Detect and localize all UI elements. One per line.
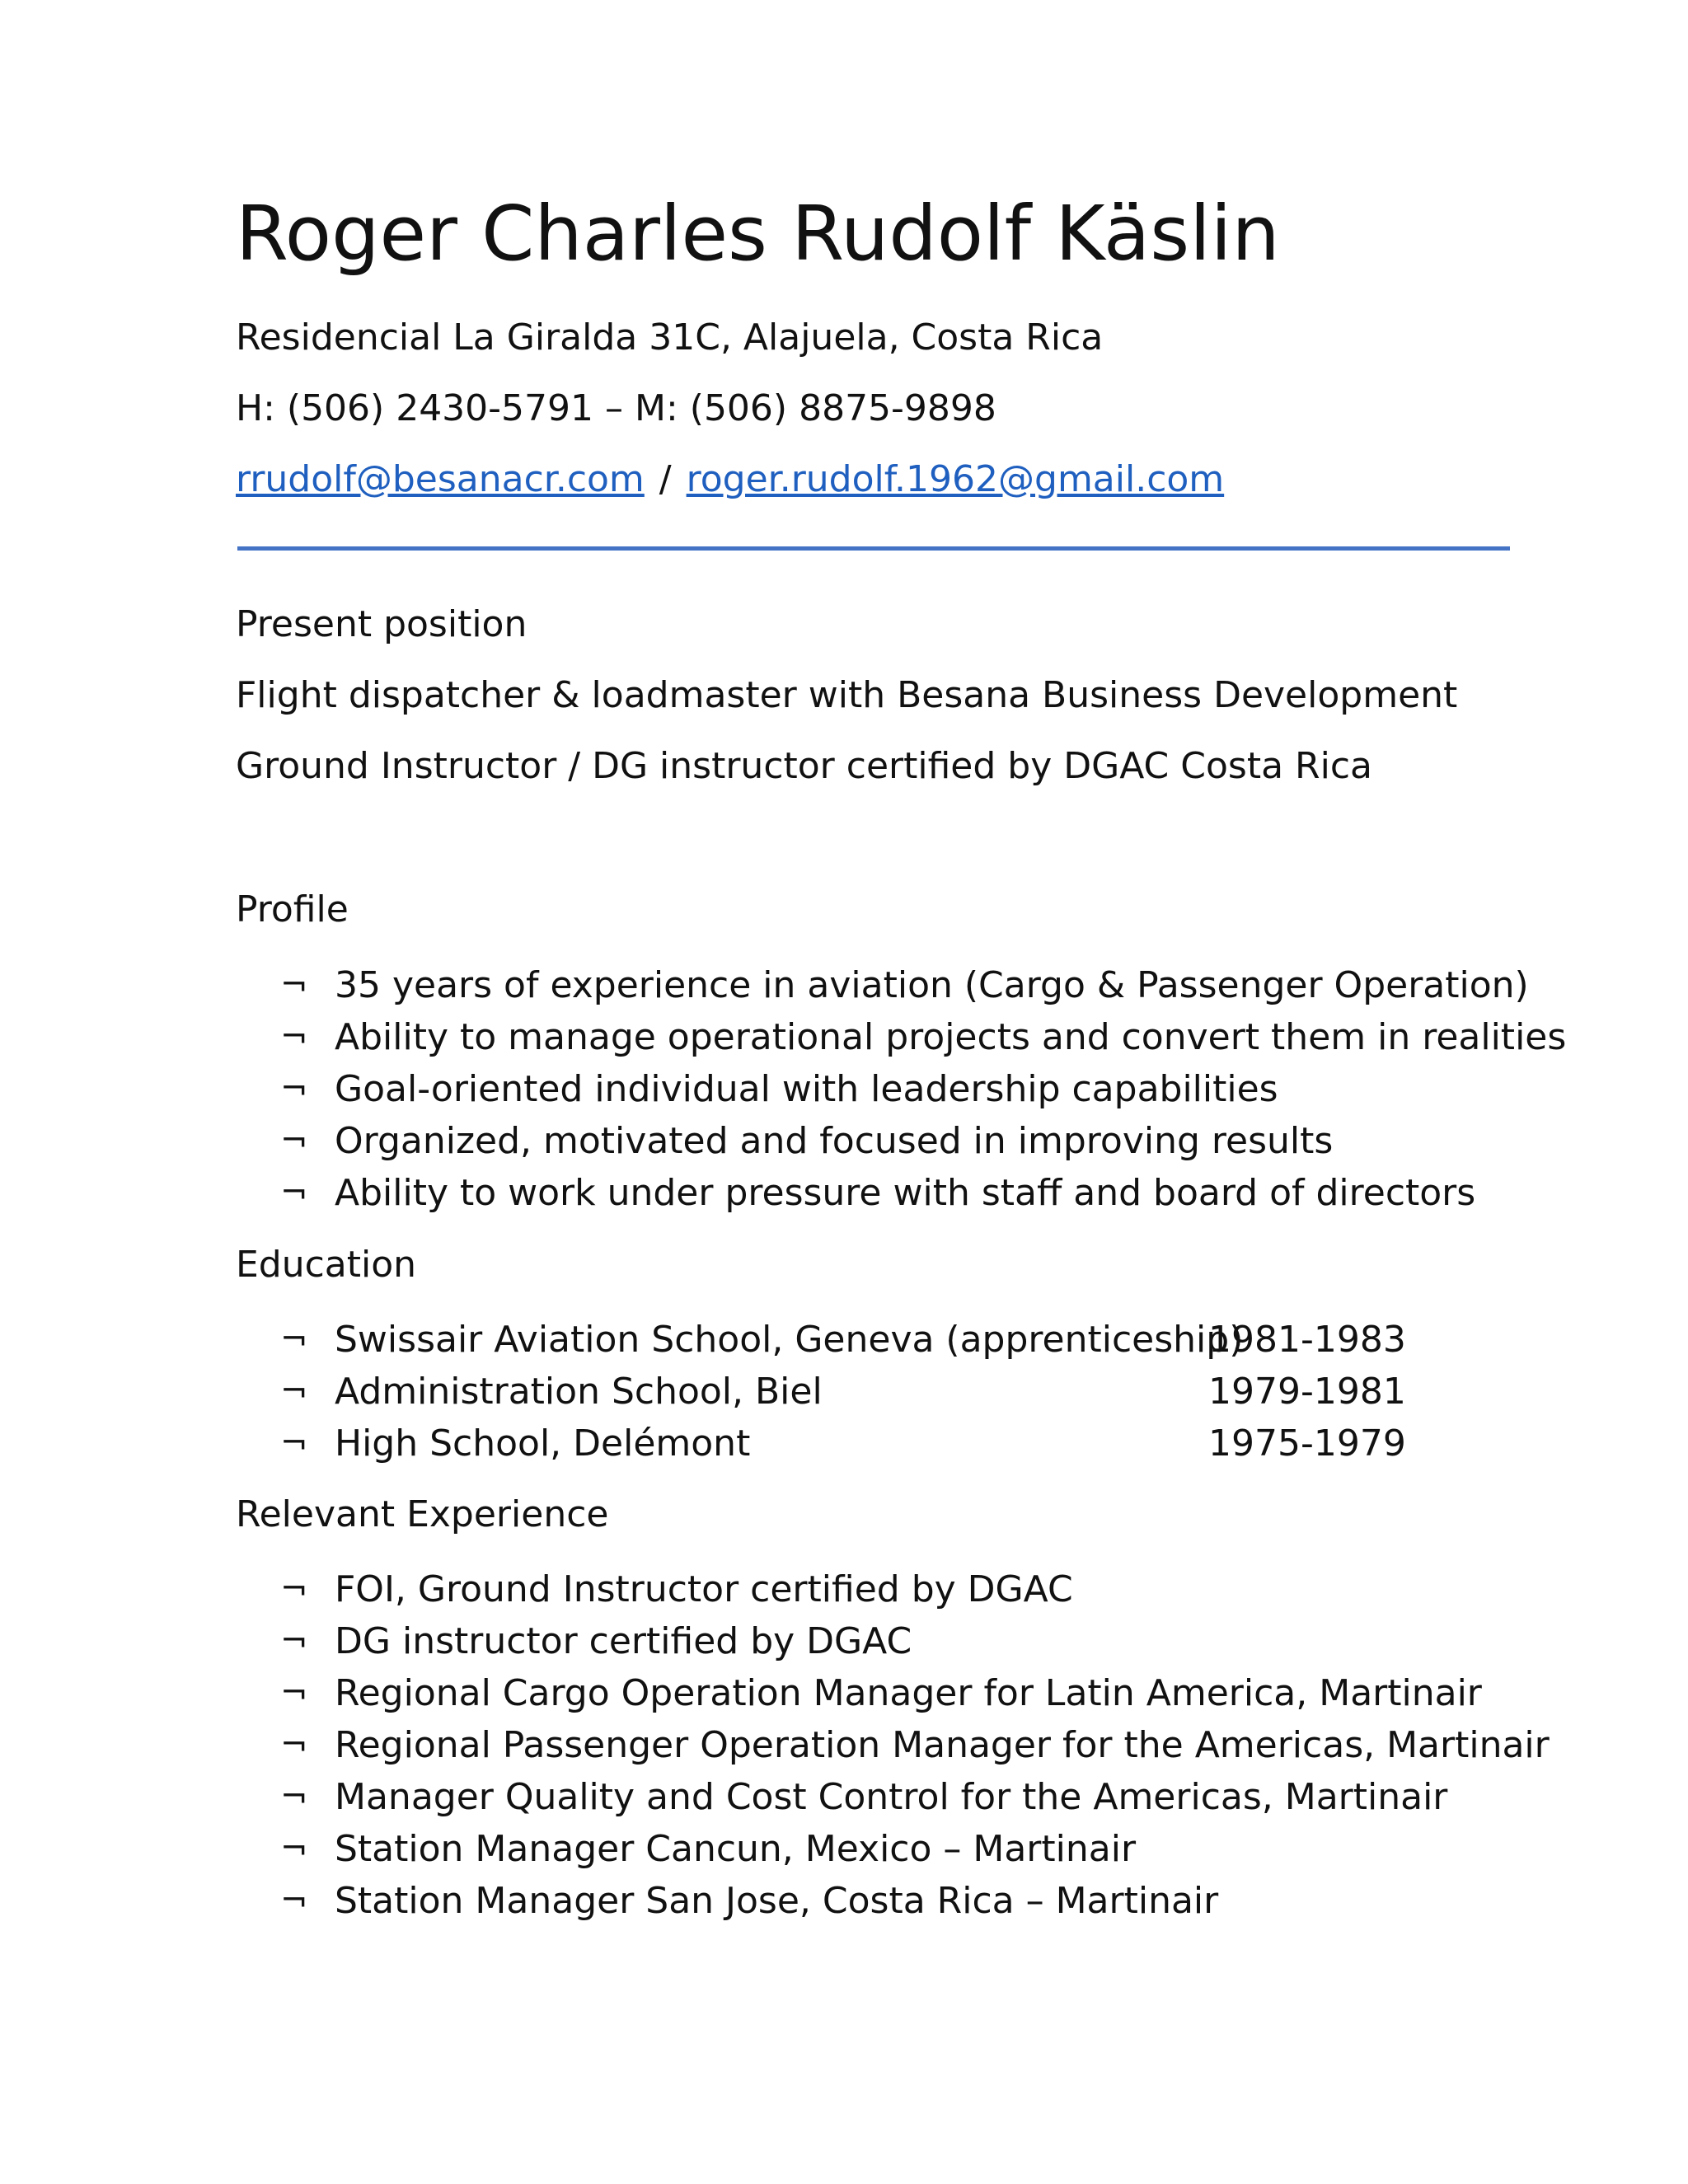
bullet-icon: ¬ <box>280 1372 308 1410</box>
list-item <box>280 1719 1550 1771</box>
experience-item-text: Manager Quality and Cost Control for the Americas, Martinair <box>335 1776 1448 1818</box>
experience-item-text: Station Manager Cancun, Mexico – Martinair <box>335 1828 1137 1870</box>
experience-item-text: FOI, Ground Instructor certified by DGAC <box>335 1568 1073 1610</box>
experience-item-text: Regional Passenger Operation Manager for the Americas, Martinair <box>335 1724 1550 1766</box>
experience-heading: Relevant Experience <box>236 1493 609 1535</box>
bullet-icon: ¬ <box>280 1070 308 1108</box>
bullet-icon: ¬ <box>280 1018 308 1056</box>
person-name: Roger Charles Rudolf Käslin <box>236 190 1280 278</box>
list-item <box>280 1771 1550 1823</box>
list-item <box>280 1063 1566 1115</box>
profile-list <box>280 959 1566 1219</box>
bullet-icon: ¬ <box>280 1622 308 1660</box>
present-position-line: Flight dispatcher & loadmaster with Besana Business Development <box>236 674 1458 716</box>
list-item <box>280 1875 1550 1927</box>
experience-item-text: Regional Cargo Operation Manager for Latin America, Martinair <box>335 1672 1482 1714</box>
profile-item-text: Organized, motivated and focused in improving results <box>335 1120 1334 1162</box>
list-item <box>280 1418 1406 1469</box>
profile-item-text: Ability to work under pressure with staff and board of directors <box>335 1172 1476 1214</box>
bullet-icon: ¬ <box>280 1320 308 1358</box>
email-link-secondary[interactable]: roger.rudolf.1962@gmail.com <box>686 458 1225 500</box>
list-item <box>280 1667 1550 1719</box>
list-item <box>280 959 1566 1011</box>
present-position-line: Ground Instructor / DG instructor certified by DGAC Costa Rica <box>236 745 1372 787</box>
bullet-icon: ¬ <box>280 1674 308 1712</box>
education-school: Administration School, Biel <box>335 1371 823 1413</box>
experience-item-text: Station Manager San Jose, Costa Rica – Martinair <box>335 1880 1219 1922</box>
bullet-icon: ¬ <box>280 1882 308 1919</box>
bullet-icon: ¬ <box>280 1570 308 1608</box>
profile-heading: Profile <box>236 888 349 930</box>
list-item <box>280 1314 1406 1366</box>
list-item <box>280 1615 1550 1667</box>
bullet-icon: ¬ <box>280 1778 308 1816</box>
email-link-primary[interactable]: rrudolf@besanacr.com <box>236 458 645 500</box>
education-list <box>280 1314 1406 1469</box>
profile-item-text: Goal-oriented individual with leadership capabilities <box>335 1068 1278 1110</box>
list-item <box>280 1823 1550 1875</box>
bullet-icon: ¬ <box>280 966 308 1004</box>
list-item <box>280 1167 1566 1219</box>
bullet-icon: ¬ <box>280 1174 308 1212</box>
list-item <box>280 1563 1550 1615</box>
phone-numbers: H: (506) 2430-5791 – M: (506) 8875-9898 <box>236 387 996 429</box>
education-school: Swissair Aviation School, Geneva (apprenticeship) <box>335 1319 1244 1361</box>
list-item <box>280 1115 1566 1167</box>
list-item <box>280 1366 1406 1418</box>
bullet-icon: ¬ <box>280 1424 308 1462</box>
email-line <box>236 458 1225 500</box>
education-school: High School, Delémont <box>335 1422 751 1465</box>
profile-item-text: 35 years of experience in aviation (Cargo & Passenger Operation) <box>335 964 1529 1006</box>
experience-item-text: DG instructor certified by DGAC <box>335 1620 912 1662</box>
email-separator: / <box>659 458 672 500</box>
education-years: 1981-1983 <box>1208 1319 1406 1361</box>
bullet-icon: ¬ <box>280 1726 308 1764</box>
bullet-icon: ¬ <box>280 1122 308 1160</box>
address: Residencial La Giralda 31C, Alajuela, Costa Rica <box>236 316 1104 359</box>
bullet-icon: ¬ <box>280 1830 308 1868</box>
education-heading: Education <box>236 1244 417 1286</box>
present-position-heading: Present position <box>236 603 528 645</box>
education-years: 1979-1981 <box>1208 1371 1406 1413</box>
header-divider <box>237 546 1510 551</box>
education-years: 1975-1979 <box>1208 1422 1406 1465</box>
list-item <box>280 1011 1566 1063</box>
experience-list <box>280 1563 1550 1927</box>
profile-item-text: Ability to manage operational projects and convert them in realities <box>335 1016 1567 1058</box>
